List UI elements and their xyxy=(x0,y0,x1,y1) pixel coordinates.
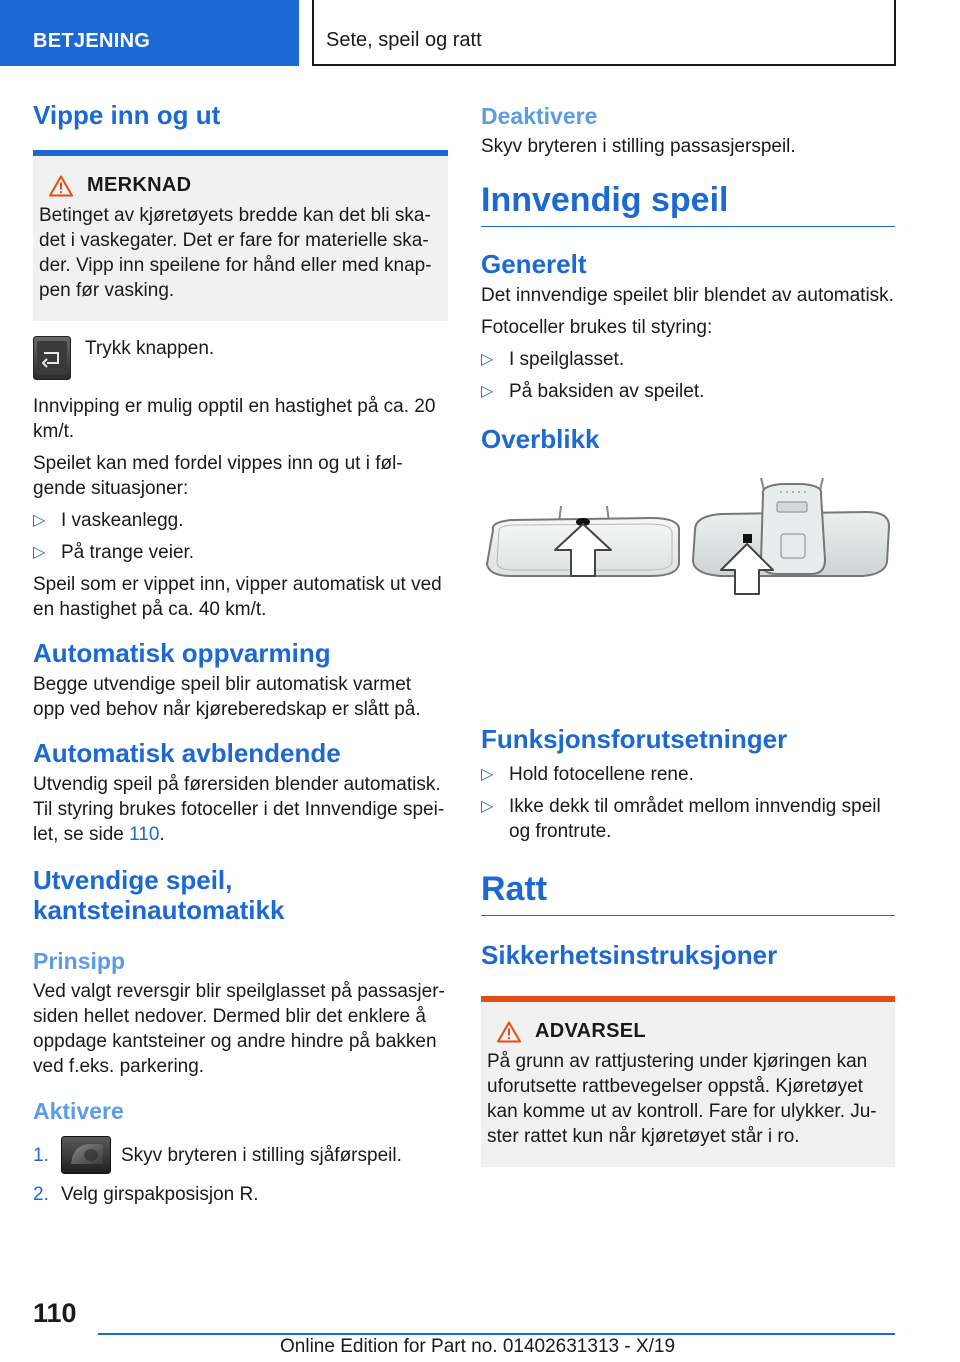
heading-prinsipp: Prinsipp xyxy=(33,948,126,974)
notice-title xyxy=(497,1020,889,1043)
section-tab xyxy=(0,0,299,66)
mirror-switch-icon xyxy=(61,1136,111,1174)
list-item: ▷ På baksiden av speilet. xyxy=(481,381,705,402)
list-item: 2. Velg girspakposisjon R. xyxy=(33,1184,259,1205)
notice-text: Betinget av kjøretøyets bredde kan det bli ska-det i vaskegater. Det er fare for materielle ska-der. Vipp inn speilene for hånd eller med knap-pen før vasking. xyxy=(39,205,432,301)
bullet-triangle-icon: ▷ xyxy=(481,798,494,815)
warning-triangle-icon xyxy=(497,1021,521,1043)
para-auto-ut: Speil som er vippet inn, vipper automatisk ut ved en hastighet på ca. 40 km/t. xyxy=(33,574,442,620)
chapter-title: Sete, speil og ratt xyxy=(326,29,482,51)
bullet-triangle-icon: ▷ xyxy=(481,766,494,783)
notice-advarsel xyxy=(481,996,895,1167)
list-item: 1. Skyv bryteren i stilling sjåførspeil. xyxy=(33,1135,448,1175)
para-fotoceller: Fotoceller brukes til styring: xyxy=(481,317,713,338)
fotoceller-list xyxy=(481,347,895,404)
funksjon-list xyxy=(481,762,895,844)
heading-funksjon: Funksjonsforutsetninger xyxy=(481,724,788,754)
list-item: ▷ I speilglasset. xyxy=(481,349,625,370)
section-title: BETJENING xyxy=(33,30,151,52)
left-column xyxy=(33,100,448,1214)
footer-divider xyxy=(98,1333,895,1335)
para-deaktivere: Skyv bryteren i stilling passasjerspeil. xyxy=(481,136,796,157)
heading-aktivere: Aktivere xyxy=(33,1098,124,1124)
page-number: 110 xyxy=(33,1298,77,1328)
notice-label: ADVARSEL xyxy=(535,1020,646,1042)
notice-text: På grunn av rattjustering under kjøringen kan uforutsette rattbevegelser oppstå. Kjøretøyet kan komme ut av kontroll. Fare for ulykker. Ju-ster rattet kun når kjøretøyet står i ro. xyxy=(487,1051,877,1147)
situations-list xyxy=(33,508,448,565)
heading-innvendig-speil: Innvendig speil xyxy=(481,181,895,227)
heading-ratt: Ratt xyxy=(481,870,895,916)
heading-kantstein: Utvendige speil, kantsteinautomatikk xyxy=(33,865,285,925)
list-item: ▷ Ikke dekk til området mellom innvendig speil og frontrute. xyxy=(481,796,881,842)
bullet-triangle-icon: ▷ xyxy=(481,351,494,368)
para-avblendende: Utvendig speil på førersiden blender automatisk. Til styring brukes fotoceller i det Innvendige spei-let, se side 110. xyxy=(33,774,445,845)
page-link-110[interactable]: 110 xyxy=(129,824,160,845)
bullet-triangle-icon: ▷ xyxy=(33,512,46,529)
para-innvipping: Innvipping er mulig opptil en hastighet på ca. 20 km/t. xyxy=(33,396,436,442)
para-speilet: Speilet kan med fordel vippes inn og ut i føl-gende situasjoner: xyxy=(33,453,403,499)
list-item: ▷ På trange veier. xyxy=(33,542,195,563)
heading-vippe: Vippe inn og ut xyxy=(33,100,221,130)
press-button-text: Trykk knappen. xyxy=(85,338,215,359)
press-button-row xyxy=(33,336,448,380)
activate-steps xyxy=(33,1135,448,1207)
interior-mirror-illustration xyxy=(481,464,895,704)
heading-sikkerhet: Sikkerhetsinstruksjoner xyxy=(481,940,778,970)
para-generelt: Det innvendige speilet blir blendet av automatisk. xyxy=(481,285,894,306)
notice-merknad xyxy=(33,150,448,321)
notice-label: MERKNAD xyxy=(87,174,192,196)
chapter-tab xyxy=(312,0,896,66)
fold-mirror-button-icon xyxy=(33,336,71,380)
heading-overblikk: Overblikk xyxy=(481,424,600,454)
list-item: ▷ I vaskeanlegg. xyxy=(33,510,184,531)
para-oppvarming: Begge utvendige speil blir automatisk varmet opp ved behov når kjøreberedskap er slått på. xyxy=(33,674,421,720)
bullet-triangle-icon: ▷ xyxy=(481,383,494,400)
warning-triangle-icon xyxy=(49,175,73,197)
heading-avblendende: Automatisk avblendende xyxy=(33,738,341,768)
edition-text: Online Edition for Part no. 01402631313 - X/19 xyxy=(280,1336,676,1357)
para-prinsipp: Ved valgt reversgir blir speilglasset på passasjer-siden hellet nedover. Dermed blir det enklere å oppdage kantsteiner og andre hindre på bakken ved f.eks. parkering. xyxy=(33,981,445,1077)
right-column xyxy=(481,100,895,1167)
heading-generelt: Generelt xyxy=(481,249,587,279)
list-item: ▷ Hold fotocellene rene. xyxy=(481,764,694,785)
heading-deaktivere: Deaktivere xyxy=(481,103,598,129)
notice-title xyxy=(49,174,442,197)
bullet-triangle-icon: ▷ xyxy=(33,544,46,561)
heading-oppvarming: Automatisk oppvarming xyxy=(33,638,331,668)
